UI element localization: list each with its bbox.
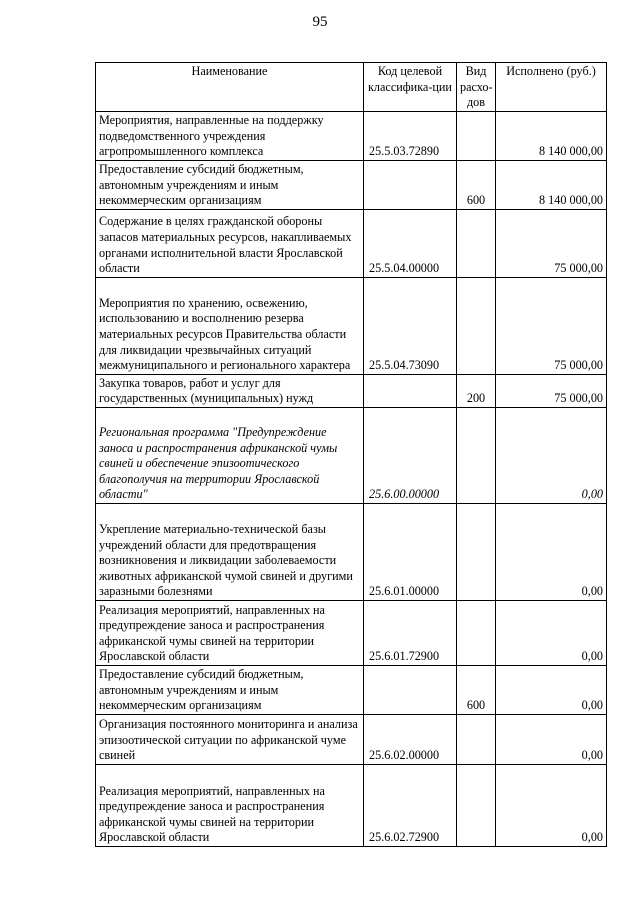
cell-code: 25.6.01.72900 bbox=[364, 600, 457, 665]
cell-name: Предоставление субсидий бюджетным, автономным учреждениям и иным некоммерческим организациям bbox=[96, 665, 364, 714]
cell-type bbox=[457, 714, 496, 764]
cell-sum: 0,00 bbox=[496, 600, 607, 665]
table-row bbox=[96, 277, 607, 374]
cell-sum: 8 140 000,00 bbox=[496, 161, 607, 210]
cell-name: Мероприятия по хранению, освежению, использованию и восполнению резерва материальных ресурсов Правительства области для ликвидации чрезвычайных ситуаций межмуниципального и регионального характера bbox=[96, 277, 364, 374]
table-row bbox=[96, 503, 607, 600]
cell-code: 25.5.04.00000 bbox=[364, 209, 457, 277]
cell-sum: 0,00 bbox=[496, 503, 607, 600]
header-name: Наименование bbox=[96, 63, 364, 112]
table-row bbox=[96, 209, 607, 277]
cell-type bbox=[457, 764, 496, 846]
cell-type bbox=[457, 209, 496, 277]
cell-type bbox=[457, 600, 496, 665]
cell-type: 600 bbox=[457, 161, 496, 210]
cell-type bbox=[457, 112, 496, 161]
table-header-row bbox=[96, 63, 607, 112]
cell-type: 600 bbox=[457, 665, 496, 714]
table-row bbox=[96, 407, 607, 503]
cell-sum: 0,00 bbox=[496, 714, 607, 764]
cell-code: 25.5.04.73090 bbox=[364, 277, 457, 374]
cell-code: 25.6.02.00000 bbox=[364, 714, 457, 764]
cell-name: Организация постоянного мониторинга и анализа эпизоотической ситуации по африканской чуме свиней bbox=[96, 714, 364, 764]
cell-code: 25.6.00.00000 bbox=[364, 407, 457, 503]
table-row bbox=[96, 112, 607, 161]
cell-sum: 75 000,00 bbox=[496, 277, 607, 374]
cell-code: 25.5.03.72890 bbox=[364, 112, 457, 161]
cell-name: Реализация мероприятий, направленных на предупреждение заноса и распространения африканской чумы свиней на территории Ярославской области bbox=[96, 600, 364, 665]
table-row bbox=[96, 665, 607, 714]
cell-type bbox=[457, 407, 496, 503]
cell-code: 25.6.02.72900 bbox=[364, 764, 457, 846]
cell-name: Укрепление материально-технической базы учреждений области для предотвращения возникновения и ликвидации заболеваемости животных африканской чумой свиней и другими заразными болезнями bbox=[96, 503, 364, 600]
cell-sum: 0,00 bbox=[496, 665, 607, 714]
cell-sum: 0,00 bbox=[496, 764, 607, 846]
cell-name: Закупка товаров, работ и услуг для государственных (муниципальных) нужд bbox=[96, 374, 364, 407]
cell-type: 200 bbox=[457, 374, 496, 407]
cell-sum: 75 000,00 bbox=[496, 209, 607, 277]
table-body bbox=[96, 112, 607, 847]
cell-name: Мероприятия, направленные на поддержку подведомственного учреждения агропромышленного комплекса bbox=[96, 112, 364, 161]
expenditure-table bbox=[95, 62, 607, 847]
table-row bbox=[96, 374, 607, 407]
cell-code: 25.6.01.00000 bbox=[364, 503, 457, 600]
cell-sum: 75 000,00 bbox=[496, 374, 607, 407]
cell-name: Содержание в целях гражданской обороны запасов материальных ресурсов, накапливаемых органами исполнительной власти Ярославской области bbox=[96, 209, 364, 277]
cell-type bbox=[457, 277, 496, 374]
header-code: Код целевой классифика-ции bbox=[364, 63, 457, 112]
table-row bbox=[96, 600, 607, 665]
cell-name: Региональная программа "Предупреждение заноса и распространения африканской чумы свиней и обеспечение эпизоотического благополучия на территории Ярославской области" bbox=[96, 407, 364, 503]
cell-name: Предоставление субсидий бюджетным, автономным учреждениям и иным некоммерческим организациям bbox=[96, 161, 364, 210]
cell-code bbox=[364, 374, 457, 407]
cell-code bbox=[364, 161, 457, 210]
table-row bbox=[96, 714, 607, 764]
table-row bbox=[96, 764, 607, 846]
cell-sum: 8 140 000,00 bbox=[496, 112, 607, 161]
header-sum: Исполнено (руб.) bbox=[496, 63, 607, 112]
cell-sum: 0,00 bbox=[496, 407, 607, 503]
cell-code bbox=[364, 665, 457, 714]
table-row bbox=[96, 161, 607, 210]
cell-name: Реализация мероприятий, направленных на предупреждение заноса и распространения африканской чумы свиней на территории Ярославской области bbox=[96, 764, 364, 846]
header-type: Вид расхо-дов bbox=[457, 63, 496, 112]
cell-type bbox=[457, 503, 496, 600]
page-number: 95 bbox=[312, 14, 328, 30]
